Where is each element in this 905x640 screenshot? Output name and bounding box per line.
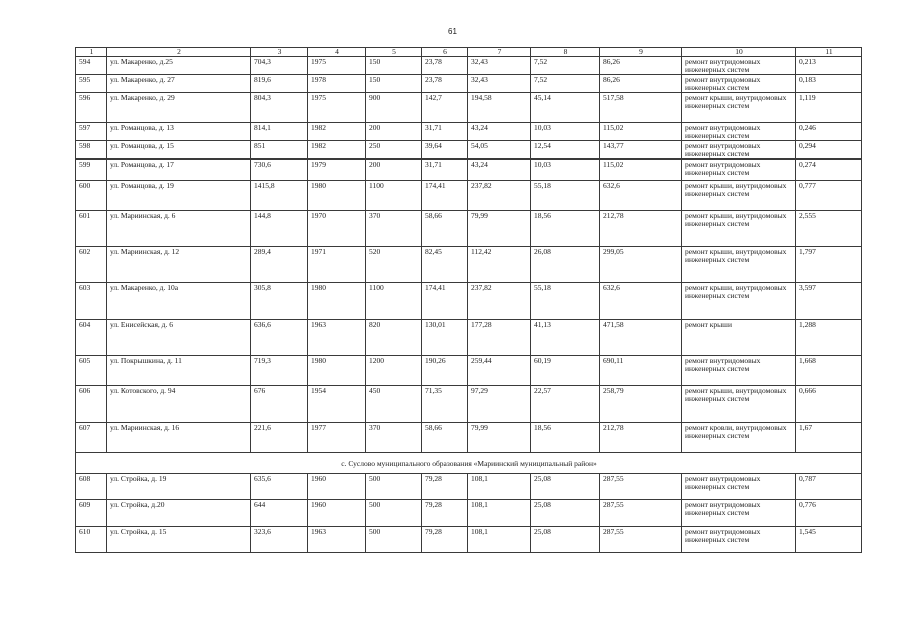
table-cell-col-9: 212,78 xyxy=(600,211,682,247)
header-row xyxy=(76,48,862,57)
table-cell-col-7: 177,28 xyxy=(468,320,531,356)
table-cell-col-5: 500 xyxy=(366,500,422,527)
table-cell-col-4: 1960 xyxy=(308,474,366,500)
column-number-8: 8 xyxy=(531,48,600,57)
table-cell-col-6: 142,7 xyxy=(422,92,468,122)
table-cell-col-6: 174,41 xyxy=(422,181,468,211)
table-cell-col-7: 259,44 xyxy=(468,356,531,386)
table-cell-col-9: 143,77 xyxy=(600,140,682,159)
table-cell-col-4: 1975 xyxy=(308,56,366,74)
table-cell-col-7: 108,1 xyxy=(468,500,531,527)
table-cell-col-2: ул. Мариинская, д. 16 xyxy=(107,423,251,453)
table-cell-col-11: 2,555 xyxy=(796,211,862,247)
table-cell-col-3: 814,1 xyxy=(251,122,308,140)
table-cell-col-4: 1980 xyxy=(308,283,366,320)
table-cell-col-10: ремонт внутридомовых инженерных систем xyxy=(682,74,796,92)
table-cell-col-5: 900 xyxy=(366,92,422,122)
table-cell-col-3: 804,3 xyxy=(251,92,308,122)
table-row xyxy=(76,247,862,283)
table-cell-col-10: ремонт крыши, внутридомовых инженерных систем xyxy=(682,211,796,247)
table-cell-col-10: ремонт внутридомовых инженерных систем xyxy=(682,140,796,159)
table-cell-col-5: 1100 xyxy=(366,283,422,320)
table-cell-col-11: 0,777 xyxy=(796,181,862,211)
table-cell-col-6: 174,41 xyxy=(422,283,468,320)
column-number-11: 11 xyxy=(796,48,862,57)
table-cell-col-2: ул. Романцова, д. 13 xyxy=(107,122,251,140)
table-cell-col-10: ремонт крыши, внутридомовых инженерных систем xyxy=(682,92,796,122)
table-cell-col-6: 79,28 xyxy=(422,500,468,527)
table-cell-col-11: 1,119 xyxy=(796,92,862,122)
table-cell-col-11: 3,597 xyxy=(796,283,862,320)
table-cell-col-10: ремонт внутридомовых инженерных систем xyxy=(682,159,796,181)
table-cell-col-10: ремонт крыши, внутридомовых инженерных систем xyxy=(682,247,796,283)
table-cell-col-10: ремонт внутридомовых инженерных систем xyxy=(682,122,796,140)
column-number-4: 4 xyxy=(308,48,366,57)
table-cell-col-8: 41,13 xyxy=(531,320,600,356)
table-cell-col-11: 0,666 xyxy=(796,386,862,423)
table-row xyxy=(76,356,862,386)
table-cell-col-1: 601 xyxy=(76,211,107,247)
column-number-5: 5 xyxy=(366,48,422,57)
table-cell-col-7: 43,24 xyxy=(468,122,531,140)
table-cell-col-7: 32,43 xyxy=(468,56,531,74)
table-row xyxy=(76,500,862,527)
table-cell-col-11: 0,294 xyxy=(796,140,862,159)
table-cell-col-5: 820 xyxy=(366,320,422,356)
table-cell-col-8: 7,52 xyxy=(531,74,600,92)
table-cell-col-11: 1,288 xyxy=(796,320,862,356)
table-cell-col-8: 26,08 xyxy=(531,247,600,283)
table-cell-col-3: 719,3 xyxy=(251,356,308,386)
table-cell-col-3: 676 xyxy=(251,386,308,423)
table-cell-col-4: 1954 xyxy=(308,386,366,423)
table-cell-col-6: 71,35 xyxy=(422,386,468,423)
column-number-2: 2 xyxy=(107,48,251,57)
column-number-6: 6 xyxy=(422,48,468,57)
table-cell-col-1: 597 xyxy=(76,122,107,140)
table-cell-col-5: 1200 xyxy=(366,356,422,386)
table-cell-col-10: ремонт крыши xyxy=(682,320,796,356)
table-cell-col-1: 605 xyxy=(76,356,107,386)
table-cell-col-2: ул. Стройка, д. 19 xyxy=(107,474,251,500)
table-cell-col-9: 690,11 xyxy=(600,356,682,386)
table-row xyxy=(76,92,862,122)
table-cell-col-2: ул. Стройка, д. 15 xyxy=(107,527,251,553)
table-cell-col-8: 7,52 xyxy=(531,56,600,74)
table-cell-col-7: 194,58 xyxy=(468,92,531,122)
table-cell-col-5: 200 xyxy=(366,122,422,140)
table-cell-col-4: 1963 xyxy=(308,320,366,356)
table-cell-col-8: 45,14 xyxy=(531,92,600,122)
table-cell-col-4: 1982 xyxy=(308,122,366,140)
column-number-7: 7 xyxy=(468,48,531,57)
table-cell-col-1: 596 xyxy=(76,92,107,122)
table-row xyxy=(76,527,862,553)
table-cell-col-4: 1971 xyxy=(308,247,366,283)
table-cell-col-11: 1,545 xyxy=(796,527,862,553)
table-cell-col-4: 1975 xyxy=(308,92,366,122)
table-cell-col-1: 606 xyxy=(76,386,107,423)
table-cell-col-8: 18,56 xyxy=(531,423,600,453)
table-cell-col-10: ремонт крыши, внутридомовых инженерных систем xyxy=(682,181,796,211)
table-cell-col-11: 1,67 xyxy=(796,423,862,453)
table-cell-col-7: 97,29 xyxy=(468,386,531,423)
table-cell-col-8: 25,08 xyxy=(531,527,600,553)
table-cell-col-8: 18,56 xyxy=(531,211,600,247)
table-row xyxy=(76,386,862,423)
table-row xyxy=(76,320,862,356)
table-row xyxy=(76,474,862,500)
table-cell-col-5: 500 xyxy=(366,474,422,500)
table-cell-col-10: ремонт внутридомовых инженерных систем xyxy=(682,527,796,553)
table-cell-col-11: 0,183 xyxy=(796,74,862,92)
table-cell-col-6: 82,45 xyxy=(422,247,468,283)
table-cell-col-5: 450 xyxy=(366,386,422,423)
table-cell-col-6: 23,78 xyxy=(422,56,468,74)
table-cell-col-2: ул. Котовского, д. 94 xyxy=(107,386,251,423)
table-cell-col-1: 603 xyxy=(76,283,107,320)
table-cell-col-1: 609 xyxy=(76,500,107,527)
table-cell-col-5: 150 xyxy=(366,74,422,92)
column-number-10: 10 xyxy=(682,48,796,57)
table-cell-col-9: 115,02 xyxy=(600,159,682,181)
table-cell-col-6: 31,71 xyxy=(422,159,468,181)
table-cell-col-6: 58,66 xyxy=(422,423,468,453)
table-cell-col-8: 10,03 xyxy=(531,122,600,140)
table-cell-col-7: 79,99 xyxy=(468,423,531,453)
table-cell-col-9: 86,26 xyxy=(600,74,682,92)
table-cell-col-9: 287,55 xyxy=(600,474,682,500)
table-cell-col-5: 1100 xyxy=(366,181,422,211)
table-cell-col-1: 595 xyxy=(76,74,107,92)
table-cell-col-1: 602 xyxy=(76,247,107,283)
table-cell-col-2: ул. Макаренко, д.25 xyxy=(107,56,251,74)
column-number-9: 9 xyxy=(600,48,682,57)
repair-register-table xyxy=(75,47,862,553)
table-cell-col-11: 0,787 xyxy=(796,474,862,500)
table-cell-col-9: 287,55 xyxy=(600,527,682,553)
table-cell-col-2: ул. Макаренко, д. 10а xyxy=(107,283,251,320)
table-cell-col-5: 500 xyxy=(366,527,422,553)
table-cell-col-11: 0,213 xyxy=(796,56,862,74)
table-cell-col-3: 851 xyxy=(251,140,308,159)
table-cell-col-6: 130,01 xyxy=(422,320,468,356)
table-row xyxy=(76,423,862,453)
table-cell-col-6: 58,66 xyxy=(422,211,468,247)
page-number: 61 xyxy=(448,27,457,36)
table-cell-col-10: ремонт внутридомовых инженерных систем xyxy=(682,356,796,386)
table-row xyxy=(76,140,862,159)
table-cell-col-8: 10,03 xyxy=(531,159,600,181)
table-cell-col-8: 25,08 xyxy=(531,500,600,527)
section-row xyxy=(76,453,862,474)
table-cell-col-1: 608 xyxy=(76,474,107,500)
table-cell-col-9: 115,02 xyxy=(600,122,682,140)
table-cell-col-4: 1963 xyxy=(308,527,366,553)
table-cell-col-9: 471,58 xyxy=(600,320,682,356)
table-cell-col-6: 79,28 xyxy=(422,527,468,553)
table-cell-col-2: ул. Стройка, д.20 xyxy=(107,500,251,527)
table-row xyxy=(76,181,862,211)
table-cell-col-8: 12,54 xyxy=(531,140,600,159)
table-cell-col-3: 635,6 xyxy=(251,474,308,500)
table-row xyxy=(76,159,862,181)
table-cell-col-7: 237,82 xyxy=(468,283,531,320)
table-cell-col-6: 190,26 xyxy=(422,356,468,386)
table-cell-col-1: 607 xyxy=(76,423,107,453)
table-cell-col-4: 1960 xyxy=(308,500,366,527)
table-cell-col-1: 594 xyxy=(76,56,107,74)
table-row xyxy=(76,122,862,140)
table-cell-col-4: 1982 xyxy=(308,140,366,159)
table-cell-col-6: 23,78 xyxy=(422,74,468,92)
table-cell-col-7: 79,99 xyxy=(468,211,531,247)
table-cell-col-10: ремонт крыши, внутридомовых инженерных систем xyxy=(682,283,796,320)
table-cell-col-2: ул. Енисейская, д. 6 xyxy=(107,320,251,356)
table-cell-col-7: 54,05 xyxy=(468,140,531,159)
table-cell-col-5: 370 xyxy=(366,211,422,247)
table-cell-col-4: 1970 xyxy=(308,211,366,247)
table-cell-col-9: 287,55 xyxy=(600,500,682,527)
table-cell-col-3: 221,6 xyxy=(251,423,308,453)
table-row xyxy=(76,283,862,320)
table-cell-col-11: 0,246 xyxy=(796,122,862,140)
table-cell-col-9: 86,26 xyxy=(600,56,682,74)
table-cell-col-8: 55,18 xyxy=(531,283,600,320)
table-cell-col-5: 370 xyxy=(366,423,422,453)
table-cell-col-5: 520 xyxy=(366,247,422,283)
table-cell-col-2: ул. Мариинская, д. 12 xyxy=(107,247,251,283)
table-cell-col-10: ремонт внутридомовых инженерных систем xyxy=(682,474,796,500)
table-cell-col-1: 600 xyxy=(76,181,107,211)
table-cell-col-2: ул. Макаренко, д. 29 xyxy=(107,92,251,122)
table-cell-col-9: 258,79 xyxy=(600,386,682,423)
table-cell-col-8: 55,18 xyxy=(531,181,600,211)
table-row xyxy=(76,211,862,247)
table-cell-col-10: ремонт внутридомовых инженерных систем xyxy=(682,56,796,74)
table-cell-col-2: ул. Мариинская, д. 6 xyxy=(107,211,251,247)
table-cell-col-1: 610 xyxy=(76,527,107,553)
table-cell-col-6: 31,71 xyxy=(422,122,468,140)
table-cell-col-6: 79,28 xyxy=(422,474,468,500)
table-cell-col-1: 599 xyxy=(76,159,107,181)
table-cell-col-4: 1980 xyxy=(308,356,366,386)
table-cell-col-4: 1977 xyxy=(308,423,366,453)
table-cell-col-3: 730,6 xyxy=(251,159,308,181)
column-number-1: 1 xyxy=(76,48,107,57)
table-cell-col-7: 43,24 xyxy=(468,159,531,181)
table-cell-col-4: 1978 xyxy=(308,74,366,92)
table-cell-col-2: ул. Покрышкина, д. 11 xyxy=(107,356,251,386)
table-cell-col-3: 819,6 xyxy=(251,74,308,92)
table-row xyxy=(76,56,862,74)
table-cell-col-10: ремонт крыши, внутридомовых инженерных систем xyxy=(682,386,796,423)
table-cell-col-3: 1415,8 xyxy=(251,181,308,211)
table-body xyxy=(76,48,862,553)
table-cell-col-2: ул. Романцова, д. 15 xyxy=(107,140,251,159)
section-title: с. Суслово муниципального образования «Мариинский муниципальный район» xyxy=(76,453,862,474)
table-cell-col-3: 144,8 xyxy=(251,211,308,247)
table-cell-col-5: 150 xyxy=(366,56,422,74)
table-cell-col-3: 289,4 xyxy=(251,247,308,283)
table-cell-col-7: 32,43 xyxy=(468,74,531,92)
table-cell-col-3: 305,8 xyxy=(251,283,308,320)
table-cell-col-11: 0,274 xyxy=(796,159,862,181)
table-cell-col-11: 0,776 xyxy=(796,500,862,527)
table-cell-col-11: 1,668 xyxy=(796,356,862,386)
table-cell-col-2: ул. Романцова, д. 17 xyxy=(107,159,251,181)
table-cell-col-9: 632,6 xyxy=(600,283,682,320)
table-cell-col-3: 323,6 xyxy=(251,527,308,553)
table-cell-col-1: 598 xyxy=(76,140,107,159)
table-cell-col-9: 212,78 xyxy=(600,423,682,453)
table-cell-col-5: 250 xyxy=(366,140,422,159)
table-cell-col-8: 22,57 xyxy=(531,386,600,423)
table-cell-col-6: 39,64 xyxy=(422,140,468,159)
table-cell-col-9: 299,05 xyxy=(600,247,682,283)
table-cell-col-8: 25,08 xyxy=(531,474,600,500)
table-cell-col-2: ул. Макаренко, д. 27 xyxy=(107,74,251,92)
table-cell-col-3: 636,6 xyxy=(251,320,308,356)
table-cell-col-4: 1979 xyxy=(308,159,366,181)
table-cell-col-3: 644 xyxy=(251,500,308,527)
table-cell-col-9: 632,6 xyxy=(600,181,682,211)
table-cell-col-3: 704,3 xyxy=(251,56,308,74)
table-cell-col-2: ул. Романцова, д. 19 xyxy=(107,181,251,211)
table-cell-col-11: 1,797 xyxy=(796,247,862,283)
table-cell-col-8: 60,19 xyxy=(531,356,600,386)
table-cell-col-7: 108,1 xyxy=(468,527,531,553)
table-cell-col-9: 517,58 xyxy=(600,92,682,122)
table-row xyxy=(76,74,862,92)
table-cell-col-7: 112,42 xyxy=(468,247,531,283)
table-cell-col-1: 604 xyxy=(76,320,107,356)
table-cell-col-7: 108,1 xyxy=(468,474,531,500)
table-cell-col-4: 1980 xyxy=(308,181,366,211)
column-number-3: 3 xyxy=(251,48,308,57)
table-cell-col-10: ремонт внутридомовых инженерных систем xyxy=(682,500,796,527)
table-cell-col-7: 237,82 xyxy=(468,181,531,211)
table-cell-col-10: ремонт кровли, внутридомовых инженерных систем xyxy=(682,423,796,453)
table-cell-col-5: 200 xyxy=(366,159,422,181)
